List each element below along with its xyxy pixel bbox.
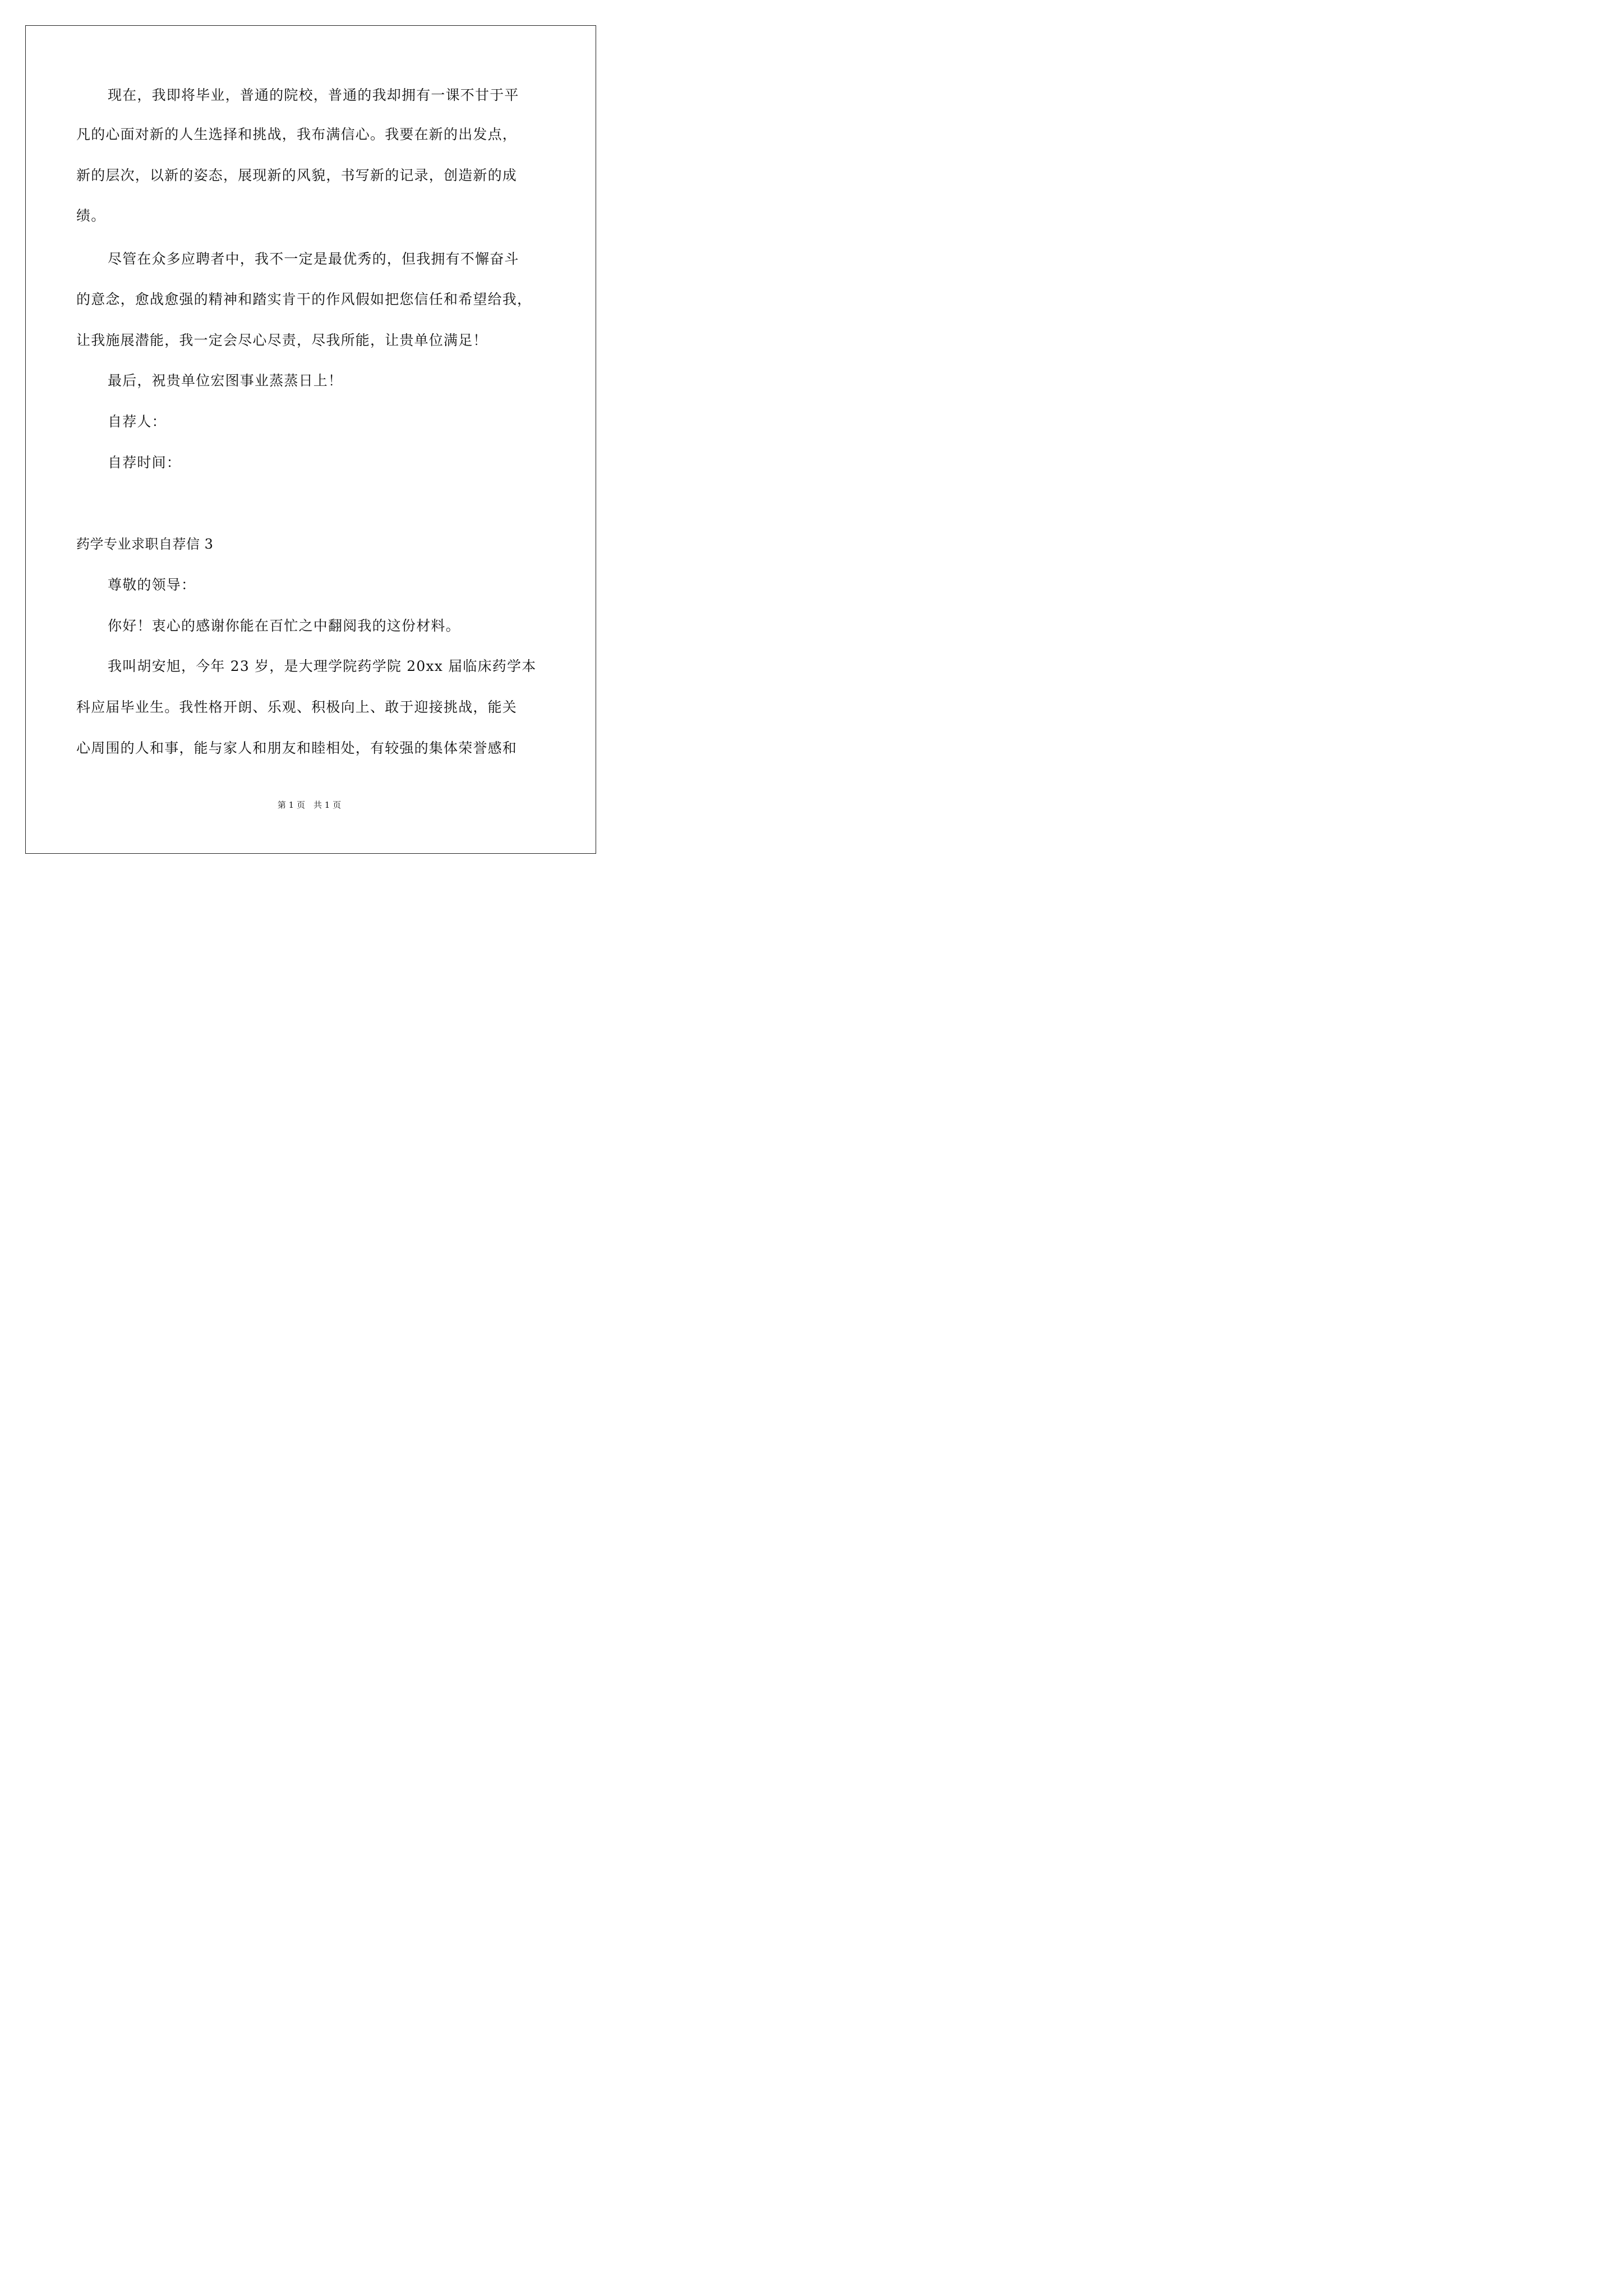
greeting-line: 你好！衷心的感谢你能在百忙之中翻阅我的这份材料。: [108, 618, 460, 634]
page-border: [25, 25, 596, 854]
date-label: 自荐时间：: [108, 454, 182, 471]
page-footer: 第 1 页 共 1 页: [277, 800, 342, 810]
section-title: 药学专业求职自荐信 3: [76, 536, 214, 552]
paragraph-line: 现在，我即将毕业，普通的院校，普通的我却拥有一课不甘于平: [108, 87, 519, 103]
paragraph-line: 凡的心面对新的人生选择和挑战，我布满信心。我要在新的出发点，: [76, 126, 518, 142]
paragraph-line: 心周围的人和事，能与家人和朋友和睦相处，有较强的集体荣誉感和: [76, 740, 518, 756]
closing-wish: 最后，祝贵单位宏图事业蒸蒸日上！: [108, 372, 343, 389]
paragraph-line: 新的层次，以新的姿态，展现新的风貌，书写新的记录，创造新的成: [76, 167, 518, 183]
paragraph-line: 绩。: [76, 208, 106, 224]
salutation: 尊敬的领导：: [108, 577, 196, 593]
paragraph-line: 尽管在众多应聘者中，我不一定是最优秀的，但我拥有不懈奋斗: [108, 251, 519, 267]
paragraph-line: 我叫胡安旭，今年 23 岁，是大理学院药学院 20xx 届临床药学本: [108, 658, 537, 674]
paragraph-line: 科应届毕业生。我性格开朗、乐观、积极向上、敢于迎接挑战，能关: [76, 699, 518, 715]
signature-label: 自荐人：: [108, 413, 167, 430]
paragraph-line: 让我施展潜能，我一定会尽心尽责，尽我所能，让贵单位满足！: [76, 332, 488, 348]
paragraph-line: 的意念，愈战愈强的精神和踏实肯干的作风假如把您信任和希望给我，: [76, 291, 532, 307]
